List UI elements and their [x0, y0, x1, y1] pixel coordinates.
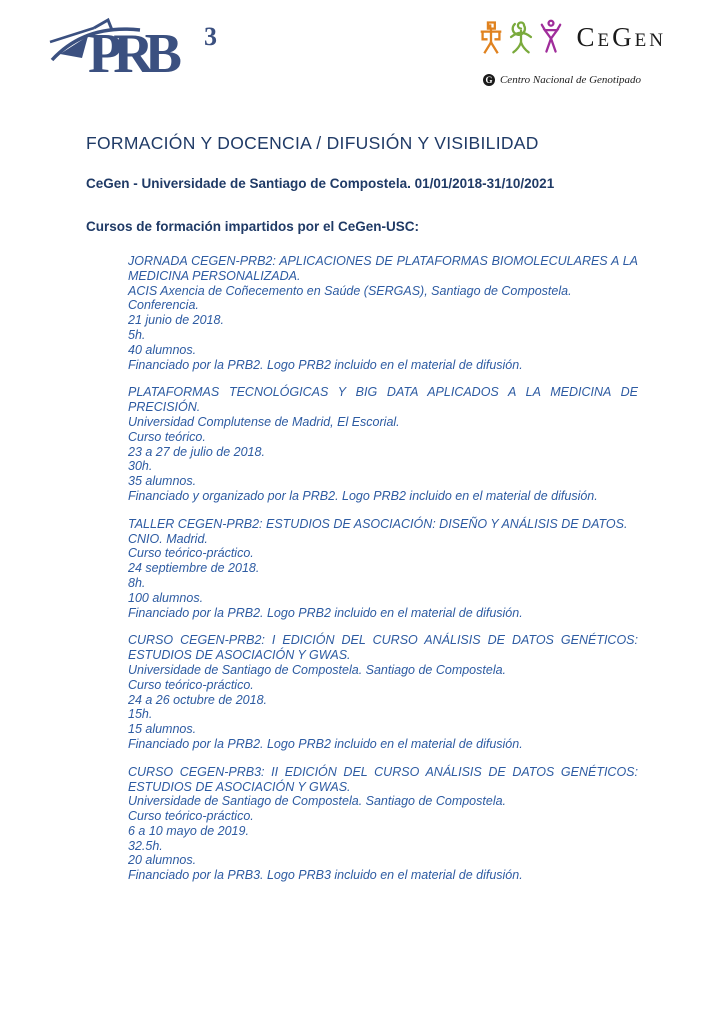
cegen-figures [478, 14, 564, 60]
course-attendance: 15 alumnos. [128, 722, 197, 737]
course-funding: Financiado por la PRB2. Logo PRB2 incluido en el material de difusión. [128, 605, 523, 620]
course-date: 24 septiembre de 2018. [128, 561, 260, 576]
course-format: Curso teórico-práctico. [128, 677, 254, 692]
course-date: 23 a 27 de julio de 2018. [128, 444, 265, 459]
course-title: JORNADA CEGEN-PRB2: APLICACIONES DE PLATAFORMAS BIOMOLECULARES A LA MEDICINA PERSONALIZADA. [128, 254, 638, 283]
section-heading: Cursos de formación impartidos por el CeGen-USC: [86, 219, 420, 234]
page-subtitle: CeGen - Universidade de Santiago de Compostela. 01/01/2018-31/10/2021 [86, 176, 555, 191]
page-title: FORMACIÓN Y DOCENCIA / DIFUSIÓN Y VISIBILIDAD [86, 133, 539, 153]
course-date: 24 a 26 octubre de 2018. [128, 692, 268, 707]
purple-figure-icon [538, 14, 564, 60]
course-hours: 32.5h. [128, 838, 163, 853]
course-venue: ACIS Axencia de Coñecemento en Saúde (SERGAS), Santiago de Compostela. [128, 283, 572, 298]
course-hours: 8h. [128, 575, 146, 590]
course-attendance: 100 alumnos. [128, 590, 204, 605]
course-title: CURSO CEGEN-PRB3: II EDICIÓN DEL CURSO ANÁLISIS DE DATOS GENÉTICOS: ESTUDIOS DE ASOCIACIÓN Y GWAS. [128, 764, 638, 794]
course-format: Curso teórico-práctico. [128, 546, 254, 561]
course-attendance: 40 alumnos. [128, 342, 197, 357]
course-entry-5 [128, 765, 638, 883]
course-title: PLATAFORMAS TECNOLÓGICAS Y BIG DATA APLICADOS A LA MEDICINA DE PRECISIÓN. [128, 385, 638, 415]
prb3-logo [48, 8, 243, 100]
course-funding: Financiado por la PRB3. Logo PRB3 incluido en el material de difusión. [128, 868, 523, 883]
course-venue: Universidade de Santiago de Compostela. Santiago de Compostela. [128, 662, 507, 677]
cegen-logo [458, 14, 666, 86]
course-attendance: 20 alumnos. [128, 853, 197, 868]
cegen-logo-top-row [458, 14, 666, 60]
course-entry-3 [128, 517, 638, 621]
green-figure-icon [508, 14, 534, 60]
course-funding: Financiado por la PRB2. Logo PRB2 incluido en el material de difusión. [128, 357, 523, 372]
course-format: Curso teórico-práctico. [128, 809, 254, 824]
cegen-wordmark: CeGen [576, 21, 666, 52]
course-title: TALLER CEGEN-PRB2: ESTUDIOS DE ASOCIACIÓN: DISEÑO Y ANÁLISIS DE DATOS. [128, 516, 628, 531]
course-attendance: 35 alumnos. [128, 474, 197, 489]
course-date: 6 a 10 mayo de 2019. [128, 823, 249, 838]
course-venue: Universidade de Santiago de Compostela. Santiago de Compostela. [128, 794, 507, 809]
course-hours: 15h. [128, 707, 153, 722]
cegen-tagline: Centro Nacional de Genotipado [499, 74, 642, 86]
course-format: Curso teórico. [128, 429, 206, 444]
course-funding: Financiado y organizado por la PRB2. Logo PRB2 incluido en el material de difusión. [128, 488, 598, 503]
circled-g-icon: G [483, 74, 495, 86]
course-venue: CNIO. Madrid. [128, 531, 208, 546]
course-title: CURSO CEGEN-PRB2: I EDICIÓN DEL CURSO ANÁLISIS DE DATOS GENÉTICOS: ESTUDIOS DE ASOCIACIÓN Y GWAS. [128, 633, 638, 663]
course-entry-4 [128, 633, 638, 751]
prb3-logo-text: PRB [88, 23, 173, 85]
course-list [128, 254, 638, 896]
course-entry-2 [128, 385, 638, 503]
course-venue: Universidad Complutense de Madrid, El Escorial. [128, 414, 400, 429]
prb3-logo-superscript: 3 [204, 22, 217, 51]
course-funding: Financiado por la PRB2. Logo PRB2 incluido en el material de difusión. [128, 736, 523, 751]
cegen-tagline-row [458, 74, 666, 86]
course-entry-1 [128, 254, 638, 372]
course-format: Conferencia. [128, 298, 199, 313]
orange-figure-icon [478, 14, 504, 60]
course-date: 21 junio de 2018. [128, 313, 224, 328]
course-hours: 30h. [128, 459, 153, 474]
course-hours: 5h. [128, 327, 146, 342]
